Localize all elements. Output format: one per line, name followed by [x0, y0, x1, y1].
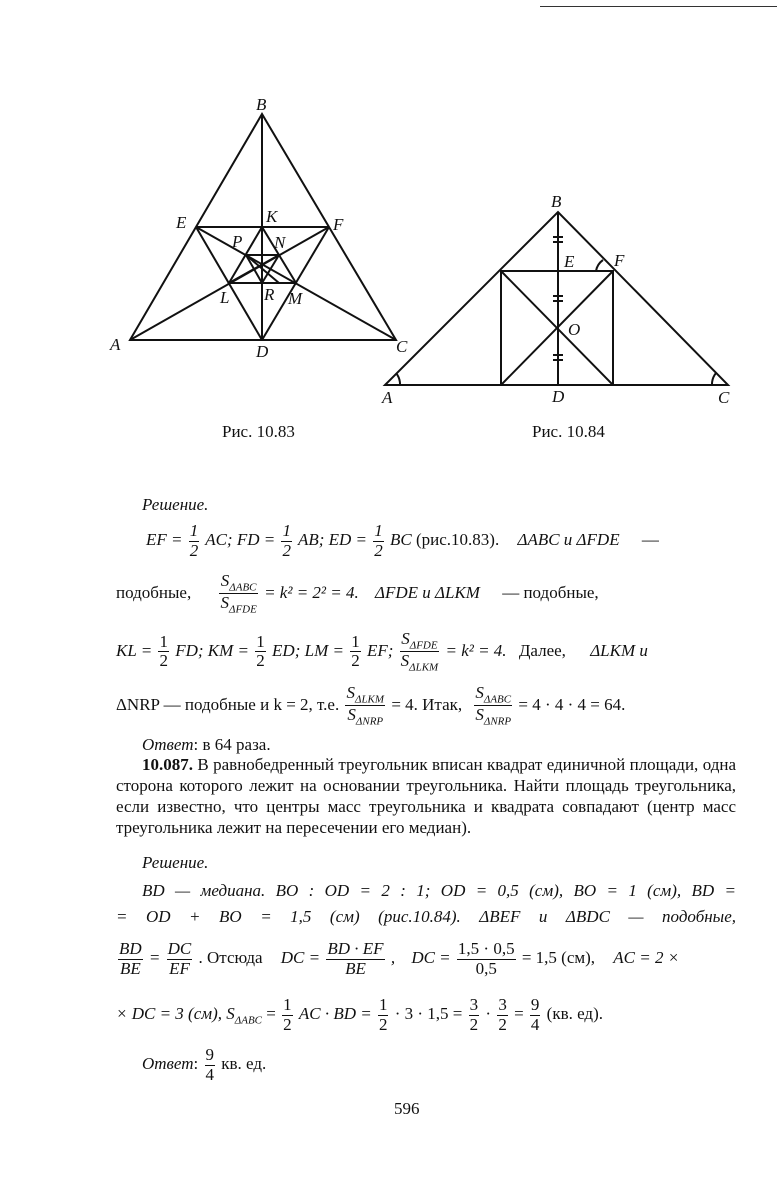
- solution1-line1: EF = $\frac{1}{2}$ AC; FD = $\frac{1}{2}$ AB; ED = $\frac{1}{2}$ BC (рис.10.83). ΔABC и ΔFDE —: [146, 521, 659, 560]
- label-D: D: [552, 387, 565, 406]
- label-A: A: [382, 388, 393, 407]
- solution2-line2: = OD + BO = 1,5 (см) (рис.10.84). ΔBEF и ΔBDC — подобные,: [116, 907, 736, 926]
- solution2-heading: Решение.: [142, 853, 209, 872]
- label-N: N: [274, 233, 286, 252]
- label-L: L: [220, 288, 230, 307]
- problem-text: В равнобедренный треугольник вписан квадрат единичной площади, одна сторона которого лежит на основании треугольника. Найти площадь треугольника, если известно, что центры масс треугольника и квадрата совпадают (центр масс треугольника лежит на пересечении его медиан).: [116, 755, 736, 837]
- label-K: K: [266, 207, 278, 226]
- solution2-answer: Ответ: $\frac{9}{4}$ кв. ед.: [142, 1045, 267, 1084]
- label-B: B: [256, 95, 267, 114]
- figure-10-84-caption: Рис. 10.84: [532, 422, 605, 441]
- top-rule: [540, 6, 777, 7]
- solution2-line4: × DC = 3 (см), $S_{\Delta ABC}$ = $\frac{1}{2}$ AC · BD = $\frac{1}{2}$ · 3 · 1,5 = $\frac{3}{2}$ · $\frac{3}{2}$ = $\frac{9}{4}$ (кв. ед).: [116, 995, 603, 1034]
- page-number: 596: [394, 1099, 420, 1118]
- label-M: M: [288, 289, 303, 308]
- label-F: F: [614, 251, 625, 270]
- label-O: O: [568, 320, 581, 339]
- label-C: C: [718, 388, 730, 407]
- problem-number: 10.087.: [142, 755, 193, 774]
- label-B: B: [551, 192, 562, 211]
- solution1-answer: Ответ: в 64 раза.: [142, 735, 271, 754]
- label-F: F: [333, 215, 344, 234]
- label-C: C: [396, 337, 408, 356]
- label-E: E: [176, 213, 187, 232]
- solution2-line3: $\frac{BD}{BE}$ = $\frac{DC}{EF}$ . Отсюда DC = $\frac{BD \cdot EF}{BE}$ , DC = $\frac{1,5 \cdot 0,5}{0,5}$ = 1,5 (см), AC = 2 ×: [119, 939, 680, 978]
- solution2-line1: BD — медиана. BO : OD = 2 : 1; OD = 0,5 (см), BO = 1 (см), BD =: [142, 881, 736, 900]
- figure-10-83-caption: Рис. 10.83: [222, 422, 295, 441]
- problem-10-087: [116, 754, 736, 838]
- label-A: A: [110, 335, 121, 354]
- label-D: D: [256, 342, 269, 361]
- solution1-heading: Решение.: [142, 495, 209, 514]
- figure-10-84: [370, 190, 770, 410]
- label-R: R: [264, 285, 275, 304]
- solution1-line3: KL = $\frac{1}{2}$ FD; KM = $\frac{1}{2}$ ED; LM = $\frac{1}{2}$ EF; $\frac{S_{\Delta FDE}}{S_{\Delta LKM}}$ = k² = 4. Далее, ΔLKM и: [116, 629, 648, 674]
- label-E: E: [564, 252, 575, 271]
- solution1-line2: подобные, $\frac{S_{\Delta ABC}}{S_{\Delta FDE}}$ = k² = 2² = 4. ΔFDE и ΔLKM — подобные,: [116, 571, 599, 616]
- solution1-line4: ΔNRP — подобные и k = 2, т.е. $\frac{S_{\Delta LKM}}{S_{\Delta NRP}}$ = 4. Итак, $\frac{S_{\Delta ABC}}{S_{\Delta NRP}}$ = 4 · 4 · 4 = 64.: [116, 683, 626, 728]
- label-P: P: [232, 232, 243, 251]
